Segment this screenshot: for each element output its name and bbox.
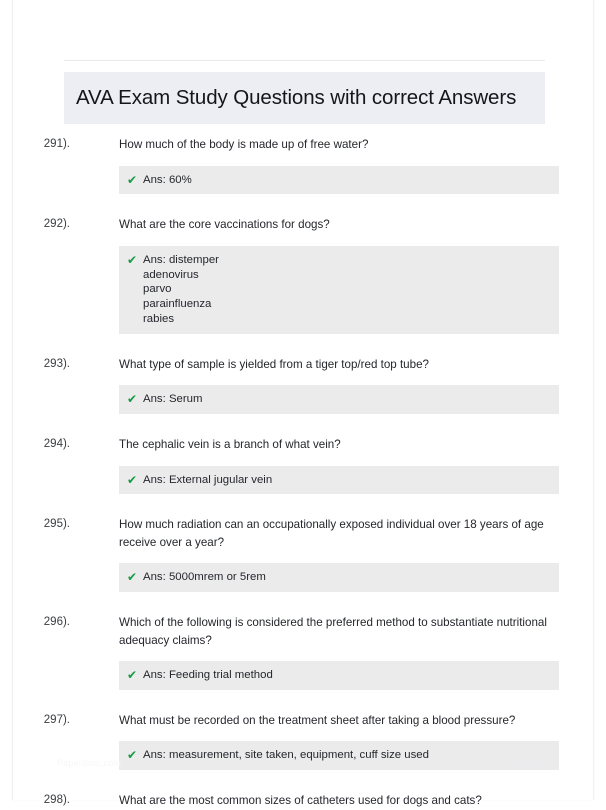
check-icon: ✔ (127, 668, 138, 683)
question-row (13, 614, 595, 649)
question-number: 292). (43, 218, 70, 231)
answer-box (119, 661, 559, 690)
question-row (13, 356, 595, 374)
document-page (12, 0, 594, 808)
question-text: What are the core vaccinations for dogs? (119, 218, 330, 232)
answer-line-text: Ans: 60% (143, 173, 192, 186)
check-icon: ✔ (127, 472, 138, 487)
answer-box (119, 385, 559, 414)
answer-line-text: Ans: measurement, site taken, equipment, cuff size used (143, 749, 429, 762)
answer-line-text: Ans: External jugular vein (143, 473, 273, 486)
answer-box (119, 246, 559, 334)
question-text: How much of the body is made up of free water? (119, 138, 369, 151)
question-item (13, 436, 595, 494)
answer-text-continuation (127, 268, 559, 283)
question-row (13, 136, 595, 154)
answer-box (119, 166, 559, 195)
page-footer (13, 756, 595, 772)
check-icon: ✔ (127, 570, 138, 585)
answer-text (127, 473, 559, 488)
question-list (13, 136, 595, 810)
question-number: 294). (43, 438, 70, 451)
question-number: 296). (43, 616, 70, 629)
question-item (13, 216, 595, 333)
question-number: 298). (43, 794, 70, 807)
question-text: Which of the following is considered the preferred method to substantiate nutritional adequacy claims? (119, 616, 547, 647)
question-row (13, 516, 595, 551)
question-row (13, 712, 595, 730)
check-icon: ✔ (127, 252, 138, 267)
answer-line-text: Ans: Feeding trial method (143, 669, 273, 682)
question-number: 295). (43, 518, 70, 531)
footer-watermark: PaperStoc.com (57, 758, 122, 768)
question-text: The cephalic vein is a branch of what vein? (119, 438, 341, 452)
page-title: AVA Exam Study Questions with correct Answers (76, 86, 517, 109)
answer-text (127, 173, 559, 188)
question-number: 291). (43, 138, 70, 150)
answer-text (127, 668, 559, 683)
question-text: How much radiation can an occupationally exposed individual over 18 years of age receive over a year? (119, 518, 544, 549)
question-row (13, 792, 595, 810)
answer-text-continuation (127, 312, 559, 327)
page-number-label: Page 1 of 15 (499, 757, 559, 768)
question-row (13, 436, 595, 454)
question-row (13, 216, 595, 234)
document-title-band (64, 72, 545, 124)
question-item (13, 614, 595, 690)
check-icon: ✔ (127, 392, 138, 407)
answer-text (127, 253, 559, 268)
question-item (13, 792, 595, 810)
answer-text-continuation (127, 282, 559, 297)
question-number: 297). (43, 713, 70, 726)
answer-line-text: Ans: Serum (143, 393, 203, 406)
answer-line-text: adenovirus (143, 268, 199, 281)
question-text: What type of sample is yielded from a tiger top/red top tube? (119, 357, 429, 371)
question-item (13, 136, 595, 194)
answer-box (119, 466, 559, 495)
answer-line-text: parvo (143, 283, 172, 296)
answer-text (127, 570, 559, 585)
question-text: What are the most common sizes of catheters used for dogs and cats? (119, 794, 482, 808)
check-icon: ✔ (127, 748, 138, 763)
question-item (13, 356, 595, 414)
check-icon: ✔ (127, 172, 138, 187)
answer-line-text: parainfluenza (143, 298, 212, 311)
answer-box (119, 563, 559, 592)
answer-line-text: Ans: distemper (143, 253, 219, 266)
answer-line-text: Ans: 5000mrem or 5rem (143, 571, 266, 584)
question-text: What must be recorded on the treatment sheet after taking a blood pressure? (119, 713, 516, 727)
question-item (13, 516, 595, 592)
answer-text-continuation (127, 297, 559, 312)
answer-line-text: rabies (143, 312, 175, 325)
header-divider (64, 60, 545, 61)
answer-text (127, 392, 559, 407)
question-number: 293). (43, 357, 70, 370)
